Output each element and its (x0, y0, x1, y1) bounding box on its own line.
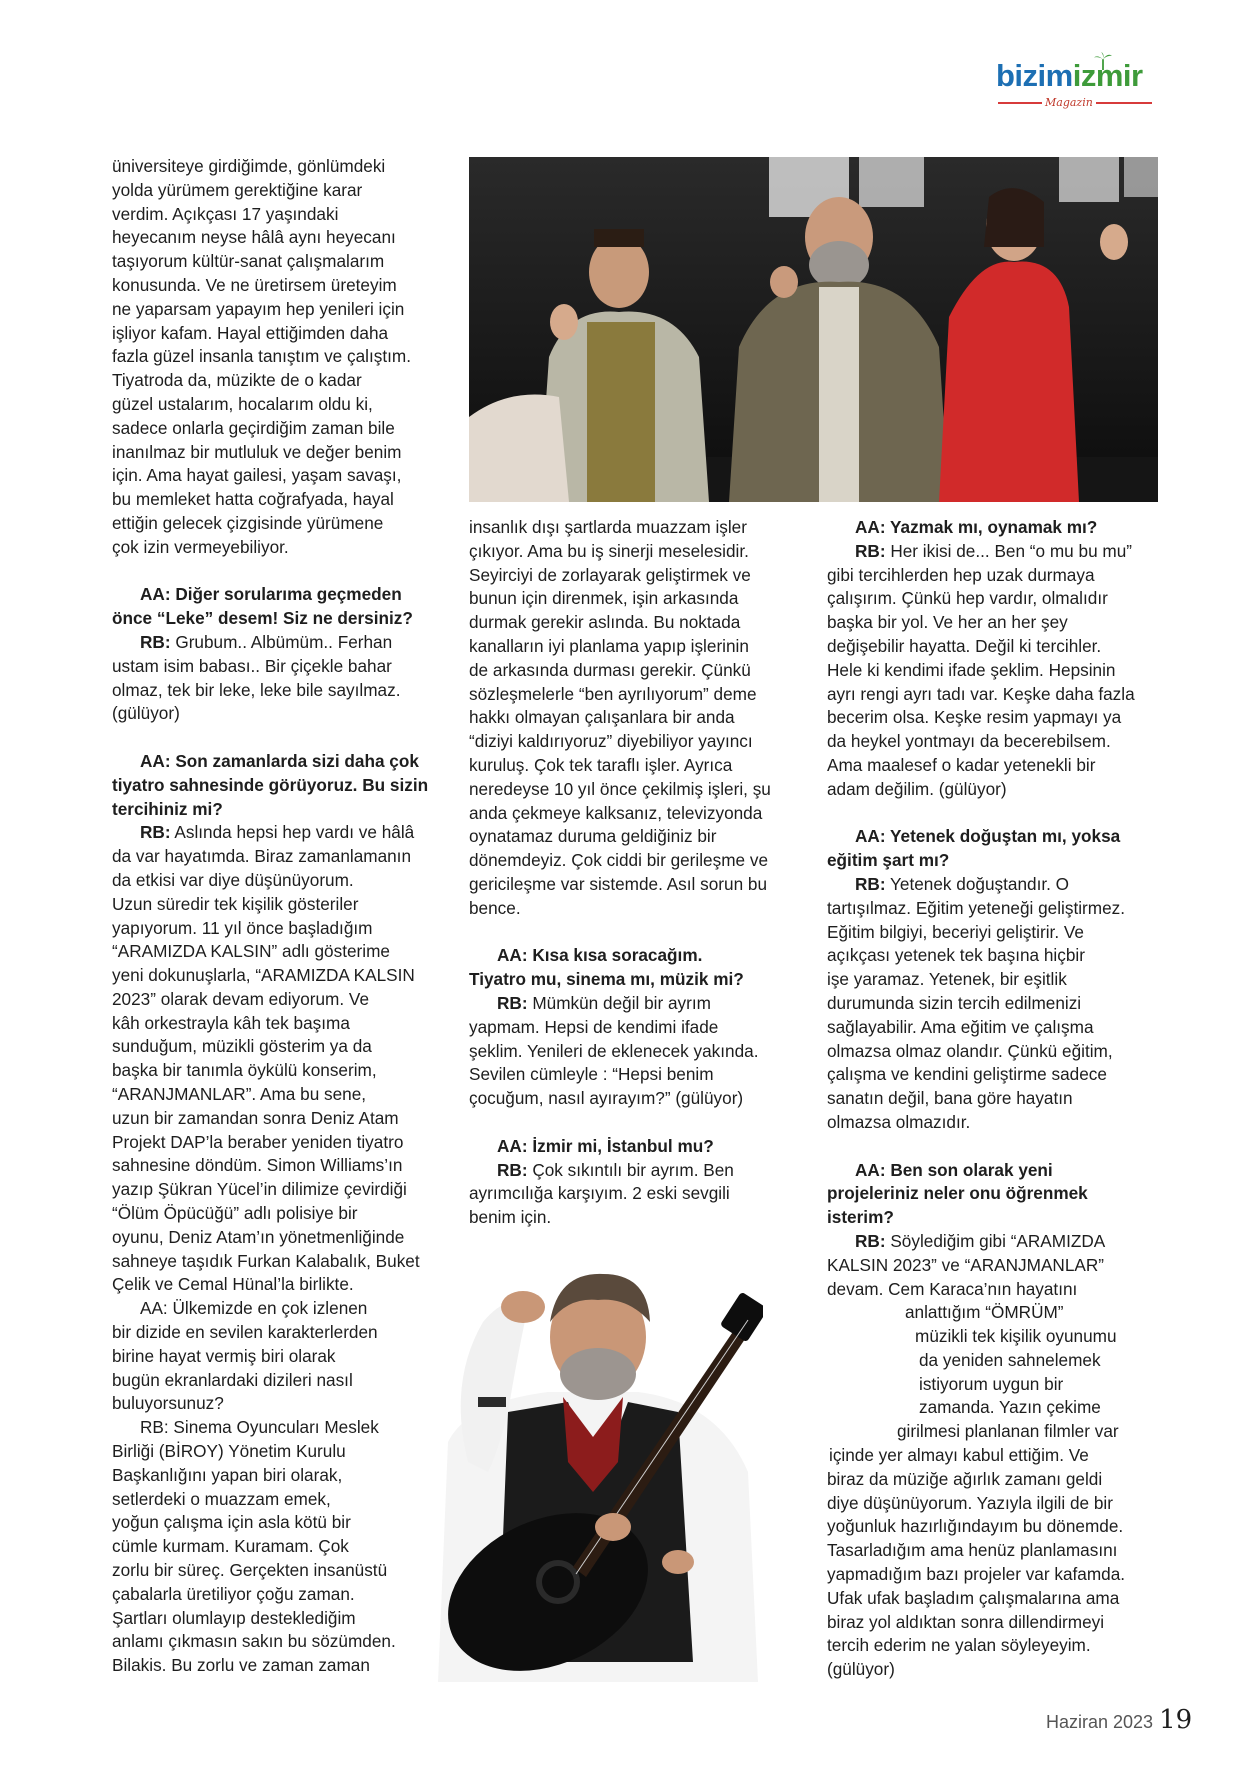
page-number: 19 (1159, 1705, 1193, 1735)
text-line: yapmadığım bazı projeler var kafamda. (827, 1564, 1126, 1585)
text-line: Ama maalesef o kadar yetenekli bir (827, 754, 1096, 775)
question-izmir-istanbul (469, 1135, 811, 1159)
text-line: AA: Son zamanlarda sizi daha çok (140, 750, 419, 771)
issue-month: Haziran 2023 (1046, 1712, 1154, 1732)
text-line: durmak gerekir aslında. Bu noktada (469, 612, 741, 633)
text-line: anlattığım “ÖMRÜM” (905, 1302, 1064, 1323)
text-line: istiyorum uygun bir (919, 1373, 1064, 1394)
text-line: “ARAMIZDA KALSIN” adlı gösterime (112, 941, 390, 962)
text-line: Tiyatroda da, müzikte de o kadar (112, 370, 362, 391)
text-line: benim için. (469, 1207, 552, 1228)
text-line: Ufak ufak başladım çalışmalarına ama (827, 1587, 1120, 1608)
text-line: 2023” olarak devam ediyorum. Ve (112, 988, 369, 1009)
answer-tiyatro (112, 821, 448, 1297)
text-line: içinde yer almayı kabul ettiğim. Ve (829, 1445, 1089, 1466)
text-line: yoğun çalışma için asla kötü bir (112, 1512, 351, 1533)
question-tiyatro (112, 750, 448, 821)
text-line: işe yaramaz. Yetenek, bir eşitlik (827, 969, 1067, 990)
text-line: Sevilen cümleyle : “Hepsi benim (469, 1064, 714, 1085)
text-line: şeklim. Yenileri de eklenecek yakında. (469, 1040, 759, 1061)
speaker-label: RB: (855, 873, 886, 894)
text-line: durumunda sizin tercih edilmenizi (827, 992, 1082, 1013)
text-line: Uzun süredir tek kişilik gösteriler (112, 893, 359, 914)
text-line: kanalların iyi planlama yapıp işlerinin (469, 635, 749, 656)
text-line: tartışılmaz. Eğitim yeteneği geliştirmez. (827, 897, 1126, 918)
text-line: gericileşme var sistemde. Asıl sorun bu (469, 873, 768, 894)
text-line: birine hayat vermiş biri olarak (112, 1345, 336, 1366)
text-line: “ARANJMANLAR”. Ama bu sene, (112, 1084, 367, 1105)
text-line: de arkasında durması gerekir. Çünkü (469, 659, 751, 680)
speaker-label: RB: (855, 1230, 886, 1251)
text-line: heyecanım neyse hâlâ aynı heyecanı (112, 227, 396, 248)
text-line: Tasarladığım ama henüz planlamasını (827, 1540, 1118, 1561)
text-line: yazıp Şükran Yücel’in dilimize çevirdiği (112, 1179, 407, 1200)
text-line: ayrımcılığa karşıyım. 2 eski sevgili (469, 1183, 730, 1204)
text-line: biraz da müziğe ağırlık zamanı geldi (827, 1468, 1103, 1489)
answer-diziler-continued (469, 516, 811, 921)
text-line: AA: Ülkemizde en çok izlenen (140, 1298, 368, 1319)
text-line: yapıyorum. 11 yıl önce başladığım (112, 917, 373, 938)
text-line: Bilakis. Bu zorlu ve zaman zaman (112, 1655, 370, 1676)
text-line: bunun için direnmek, işin arkasında (469, 588, 739, 609)
text-line: eğitim şart mı? (827, 850, 950, 871)
text-line: Projekt DAP’la beraber yeniden tiyatro (112, 1131, 404, 1152)
text-line: güzel ustalarım, hocalarım oldu ki, (112, 393, 373, 414)
text-line: Çelik ve Cemal Hünal’la birlikte. (112, 1274, 354, 1295)
text-line: oyunu, Deniz Atam’ın yönetmenliğinde (112, 1226, 405, 1247)
text-line: diye düşünüyorum. Yazıyla ilgili de bir (827, 1492, 1113, 1513)
text-line: da var hayatımda. Biraz zamanlamanın (112, 846, 412, 867)
text-line: sahnesine döndüm. Simon Williams’ın (112, 1155, 403, 1176)
text-line: Birliği (BİROY) Yönetim Kurulu (112, 1441, 346, 1462)
text-line: çıkıyor. Ama bu iş sinerji meselesidir. (469, 540, 749, 561)
text-line: bence. (469, 897, 521, 918)
text-line: çok izin vermeyebiliyor. (112, 536, 289, 557)
text-line: olmazsa olmaz olandır. Çünkü eğitim, (827, 1040, 1113, 1061)
answer-yazmak-oynamak (827, 540, 1163, 802)
text-line: RB: Mümkün değil bir ayrım (497, 992, 711, 1013)
text-line: bir dizide en sevilen karakterlerden (112, 1322, 378, 1343)
text-line: AA: İzmir mi, İstanbul mu? (497, 1135, 714, 1156)
text-line: anda çekmeye kalksanız, televizyonda (469, 802, 763, 823)
text-line: AA: Ben son olarak yeni (855, 1159, 1053, 1180)
text-line: Eğitim bilgiyi, beceriyi geliştirir. Ve (827, 921, 1084, 942)
text-line: uzun bir zamandan sonra Deniz Atam (112, 1107, 399, 1128)
text-line: hakkı olmayan çalışanlara bir anda (469, 707, 735, 728)
text-line: insanlık dışı şartlarda muazzam işler (469, 517, 747, 537)
text-line: çabalarla üretiliyor çoğu zaman. (112, 1583, 355, 1604)
text-line: Tiyatro mu, sinema mı, müzik mi? (469, 969, 744, 990)
speaker-label: RB: (855, 540, 886, 561)
text-line: RB: Çok sıkıntılı bir ayrım. Ben (497, 1159, 734, 1180)
answer-leke (112, 631, 448, 726)
text-line: Şartları olumlayıp desteklediğim (112, 1607, 356, 1628)
text-column-2 (469, 516, 811, 1230)
text-line: AA: Yetenek doğuştan mı, yoksa (855, 826, 1121, 847)
speaker-label: RB: (497, 992, 528, 1013)
text-line: AA: Diğer sorularıma geçmeden (140, 584, 402, 605)
text-line: cümle kurmam. Kuramam. Çok (112, 1536, 349, 1557)
text-line: zamanda. Yazın çekime (919, 1397, 1101, 1418)
brand-logo (996, 58, 1156, 112)
text-line: Seyirciyi de zorlayarak geliştirmek ve (469, 564, 751, 585)
text-line: Başkanlığını yapan biri olarak, (112, 1464, 343, 1485)
speaker-label: RB: (140, 822, 171, 843)
palm-tree-icon (1094, 52, 1112, 70)
question-diziler (112, 1297, 448, 1416)
answer-diziler (112, 1416, 448, 1678)
text-line: da heykel yontmayı da becerebilsem. (827, 731, 1111, 752)
text-line: sanatın değil, bana göre hayatın (827, 1088, 1073, 1109)
text-line: RB: Her ikisi de... Ben “o mu bu mu” (855, 540, 1133, 561)
text-line: KALSIN 2023” ve “ARANJMANLAR” (827, 1254, 1104, 1275)
text-line: biraz yol aldıktan sonra dillendirmeyi (827, 1611, 1105, 1632)
guitar-portrait-photo (428, 1262, 763, 1682)
text-line: ustam isim babası.. Bir çiçekle bahar (112, 655, 392, 676)
speaker-label: RB: (140, 631, 171, 652)
text-line: zorlu bir süreç. Gerçekten insanüstü (112, 1560, 388, 1581)
answer-tiyatro-sinema-muzik (469, 992, 811, 1111)
text-column-3 (827, 516, 1163, 1682)
text-line: da etkisi var diye düşünüyorum. (112, 869, 354, 890)
text-line: anlamı çıkmasın sakın bu sözümden. (112, 1631, 396, 1652)
text-line: RB: Grubum.. Albümüm.. Ferhan (140, 631, 393, 652)
text-line: “Ölüm Öpücüğü” adlı polisiye bir (112, 1203, 358, 1224)
text-line: işliyor kafam. Hayal ettiğimden daha (112, 322, 389, 343)
text-line: AA: Kısa kısa soracağım. (497, 945, 703, 966)
text-line: bugün ekranlardaki dizileri nasıl (112, 1369, 353, 1390)
text-line: girilmesi planlanan filmler var (897, 1421, 1119, 1442)
brand-name-part1: bizim (996, 58, 1073, 93)
text-line: “diziyi kaldırıyoruz” diyebiliyor yayıncı (469, 731, 753, 752)
text-line: önce “Leke” desem! Siz ne dersiniz? (112, 608, 413, 629)
stage-photo-image (469, 157, 1158, 502)
brand-name-part2: izmir (1072, 58, 1143, 93)
text-line: da yeniden sahnelemek (919, 1349, 1101, 1370)
page-footer (1046, 1705, 1192, 1735)
text-line: üniversiteye girdiğimde, gönlümdeki (112, 156, 386, 176)
text-line: sahneye taşıdık Furkan Kalabalık, Buket (112, 1250, 420, 1271)
speaker-label: RB: (497, 1159, 528, 1180)
text-line: neredeyse 10 yıl önce çekilmiş işleri, şu (469, 778, 771, 799)
text-line: RB: Söylediğim gibi “ARAMIZDA (855, 1230, 1106, 1251)
text-line: ayrı rengi ayrı tadı var. Keşke daha fazla (827, 683, 1135, 704)
text-line: verdim. Açıkçası 17 yaşındaki (112, 203, 339, 224)
guitar-portrait-image (428, 1262, 763, 1682)
text-line: (gülüyor) (112, 703, 180, 724)
text-line: sözleşmelerle “ben ayrılıyorum” deme (469, 683, 757, 704)
text-line: adam değilim. (gülüyor) (827, 778, 1007, 799)
text-line: bu memleket hatta coğrafyada, hayal (112, 489, 394, 510)
text-line: konusunda. Ve ne üretirsem üreteyim (112, 274, 397, 295)
text-line: dönemdeyiz. Çok ciddi bir gerileşme ve (469, 850, 769, 871)
text-line: taşıyorum kültür-sanat çalışmalarım (112, 251, 385, 272)
text-line: sağlayabilir. Ama eğitim ve çalışma (827, 1016, 1094, 1037)
text-line: yapmam. Hepsi de kendimi ifade (469, 1016, 719, 1037)
text-line: yeni dokunuşlarla, “ARAMIZDA KALSIN (112, 965, 415, 986)
text-line: isterim? (827, 1207, 894, 1228)
text-line: başka bir yol. Ve her an her şey (827, 612, 1068, 633)
text-line: yoğunluk hazırlığındayım bu dönemde. (827, 1516, 1124, 1537)
text-line: olmaz, tek bir leke, leke bile sayılmaz. (112, 679, 401, 700)
text-line: için. Ama hayat gailesi, yaşam savaşı, (112, 465, 402, 486)
text-line: tiyatro sahnesinde görüyoruz. Bu sizin (112, 774, 429, 795)
text-line: müzikli tek kişilik oyunumu (915, 1326, 1117, 1347)
answer-izmir-istanbul (469, 1159, 811, 1230)
text-line: devam. Cem Karaca’nın hayatını (827, 1278, 1078, 1299)
answer-yetenek-egitim (827, 873, 1163, 1135)
question-leke (112, 583, 448, 631)
text-line: AA: Yazmak mı, oynamak mı? (855, 517, 1098, 537)
text-line: başka bir tanımla öykülü konserim, (112, 1060, 377, 1081)
text-line: buluyorsunuz? (112, 1393, 224, 1414)
text-line: çocuğum, nasıl ayırayım?” (gülüyor) (469, 1088, 744, 1109)
text-line: projeleriniz neler onu öğrenmek (827, 1183, 1088, 1204)
text-line: gibi tercihlerden hep uzak durmaya (827, 564, 1095, 585)
text-line: fazla güzel insanla tanıştım ve çalıştım. (112, 346, 412, 367)
question-tiyatro-sinema-muzik (469, 944, 811, 992)
text-line: değişebilir hayatta. Değil ki tercihler. (827, 635, 1102, 656)
text-line: tercihiniz mi? (112, 798, 223, 819)
text-line: RB: Yetenek doğuştandır. O (855, 873, 1070, 894)
question-yazmak-oynamak (827, 516, 1163, 540)
text-line: oynatamaz duruma geldiğiniz bir (469, 826, 717, 847)
stage-photo (469, 157, 1158, 502)
text-line: ettiğin gelecek çizgisinde yürümene (112, 512, 384, 533)
text-line: açıkçası yetenek tek başına hiçbir (827, 945, 1085, 966)
text-line: çalışma ve kendini geliştirme sadece (827, 1064, 1107, 1085)
text-line: inanılmaz bir mutluluk ve değer benim (112, 441, 402, 462)
text-line: becerim olsa. Keşke resim yapmayı ya (827, 707, 1122, 728)
text-line: kuruluş. Çok tek taraflı işler. Ayrıca (469, 754, 733, 775)
text-line: ne yaparsam yapayım hep yenileri için (112, 298, 405, 319)
text-line: çalışırım. Çünkü hep vardır, olmalıdır (827, 588, 1108, 609)
text-line: yolda yürümem gerektiğine karar (112, 179, 363, 200)
answer-yeni-projeler (827, 1230, 1163, 1682)
text-line: Hele ki kendimi ifade şeklim. Hepsinin (827, 659, 1116, 680)
text-column-1 (112, 155, 448, 1678)
text-line: tercih ederim ne yalan söyleyeyim. (827, 1635, 1091, 1656)
text-line: (gülüyor) (827, 1659, 895, 1680)
brand-subtitle: Magazin (1042, 96, 1096, 109)
text-line: RB: Sinema Oyuncuları Meslek (140, 1417, 379, 1438)
text-line: kâh orkestrayla kâh tek başıma (112, 1012, 350, 1033)
intro-paragraph (112, 155, 448, 560)
text-line: RB: Aslında hepsi hep vardı ve hâlâ (140, 822, 415, 843)
text-line: olmazsa olmazıdır. (827, 1111, 971, 1132)
question-yeni-projeler (827, 1159, 1163, 1230)
text-line: sadece onlarla geçirdiğim zaman bile (112, 417, 395, 438)
text-line: sunduğum, müzikli gösterim ya da (112, 1036, 372, 1057)
text-line: setlerdeki o muazzam emek, (112, 1488, 331, 1509)
question-yetenek-egitim (827, 825, 1163, 873)
